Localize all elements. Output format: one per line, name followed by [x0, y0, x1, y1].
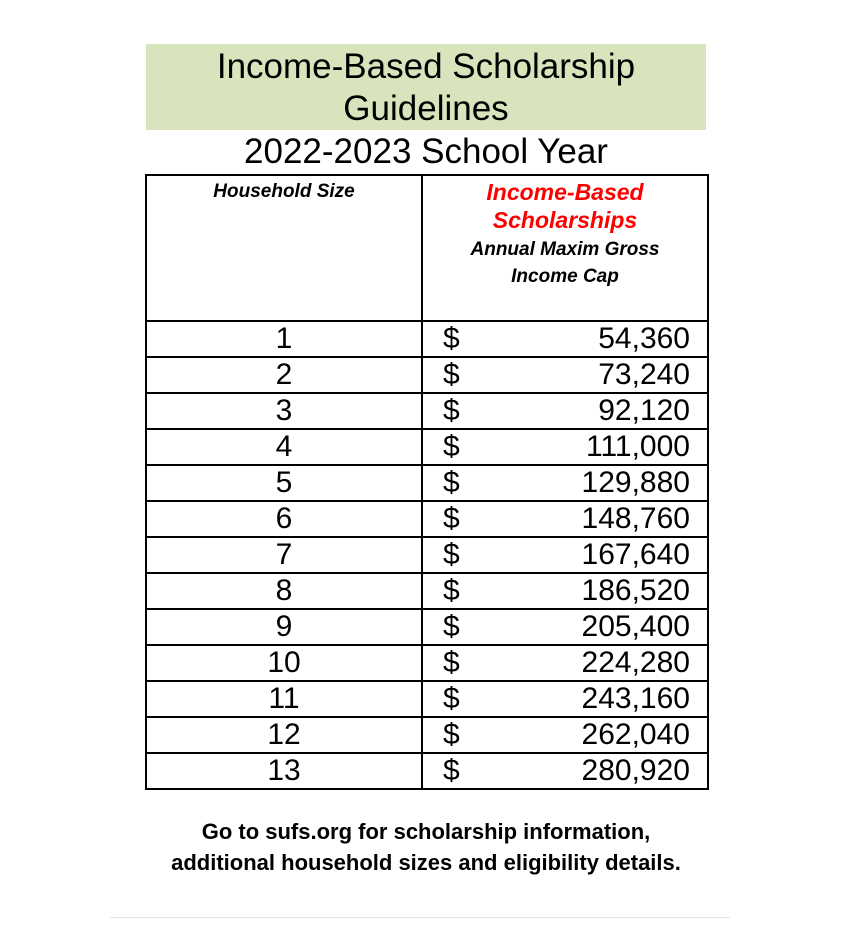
- table-header-row: [146, 175, 708, 321]
- table-row: [146, 501, 708, 537]
- household-size-cell: 9: [146, 609, 422, 645]
- currency-symbol: $: [443, 718, 460, 751]
- household-size-cell: 4: [146, 429, 422, 465]
- income-cap-cell: [422, 609, 708, 645]
- table-row: [146, 573, 708, 609]
- income-cap-cell: [422, 465, 708, 501]
- income-cap-cell: [422, 573, 708, 609]
- table-body: [146, 321, 708, 789]
- currency-symbol: $: [443, 682, 460, 715]
- table-row: [146, 717, 708, 753]
- household-size-header: [146, 175, 422, 321]
- income-cap-cell: [422, 357, 708, 393]
- income-cap-cell: [422, 429, 708, 465]
- income-cap-amount: 205,400: [581, 610, 690, 643]
- income-cap-amount: 280,920: [581, 754, 690, 787]
- currency-symbol: $: [443, 574, 460, 607]
- income-cap-amount: 111,000: [586, 430, 690, 463]
- table-row: [146, 393, 708, 429]
- household-size-cell: 8: [146, 573, 422, 609]
- household-size-cell: 2: [146, 357, 422, 393]
- currency-symbol: $: [443, 754, 460, 787]
- income-cap-cell: [422, 645, 708, 681]
- income-cap-cell: [422, 753, 708, 789]
- table-row: [146, 465, 708, 501]
- income-cap-amount: 167,640: [581, 538, 690, 571]
- household-size-header-label: Household Size: [213, 181, 355, 202]
- income-cap-amount: 224,280: [581, 646, 690, 679]
- income-cap-amount: 148,760: [581, 502, 690, 535]
- footer-note-text: Go to sufs.org for scholarship information, additional household sizes and eligibility details.: [171, 819, 681, 875]
- page-title: Income-Based Scholarship Guidelines: [216, 47, 636, 128]
- household-size-cell: 12: [146, 717, 422, 753]
- cap-description-label: Annual Maxim Gross Income Cap: [470, 239, 660, 287]
- income-cap-cell: [422, 717, 708, 753]
- table-row: [146, 357, 708, 393]
- household-size-cell: 3: [146, 393, 422, 429]
- table-row: [146, 429, 708, 465]
- household-size-cell: 6: [146, 501, 422, 537]
- income-cap-amount: 262,040: [581, 718, 690, 751]
- table-row: [146, 537, 708, 573]
- currency-symbol: $: [443, 610, 460, 643]
- household-size-cell: 1: [146, 321, 422, 357]
- table-row: [146, 321, 708, 357]
- income-cap-amount: 92,120: [598, 394, 690, 427]
- currency-symbol: $: [443, 646, 460, 679]
- household-size-cell: 5: [146, 465, 422, 501]
- income-cap-cell: [422, 681, 708, 717]
- currency-symbol: $: [443, 466, 460, 499]
- income-cap-amount: 186,520: [581, 574, 690, 607]
- household-size-cell: 10: [146, 645, 422, 681]
- income-cap-amount: 54,360: [598, 322, 690, 355]
- table-row: [146, 681, 708, 717]
- currency-symbol: $: [443, 430, 460, 463]
- income-cap-amount: 243,160: [581, 682, 690, 715]
- income-cap-table: [145, 174, 709, 790]
- income-cap-amount: 129,880: [581, 466, 690, 499]
- household-size-cell: 11: [146, 681, 422, 717]
- footer-note: [120, 816, 732, 878]
- table-row: [146, 609, 708, 645]
- currency-symbol: $: [443, 502, 460, 535]
- income-cap-header: [422, 175, 708, 321]
- income-cap-amount: 73,240: [598, 358, 690, 391]
- income-cap-cell: [422, 393, 708, 429]
- school-year-subtitle: 2022-2023 School Year: [244, 132, 608, 171]
- table-row: [146, 753, 708, 789]
- household-size-cell: 13: [146, 753, 422, 789]
- income-cap-cell: [422, 501, 708, 537]
- scholarship-type-label: Income-Based Scholarships: [486, 179, 644, 233]
- currency-symbol: $: [443, 538, 460, 571]
- currency-symbol: $: [443, 394, 460, 427]
- table-row: [146, 645, 708, 681]
- currency-symbol: $: [443, 322, 460, 355]
- household-size-cell: 7: [146, 537, 422, 573]
- income-cap-cell: [422, 321, 708, 357]
- income-cap-cell: [422, 537, 708, 573]
- currency-symbol: $: [443, 358, 460, 391]
